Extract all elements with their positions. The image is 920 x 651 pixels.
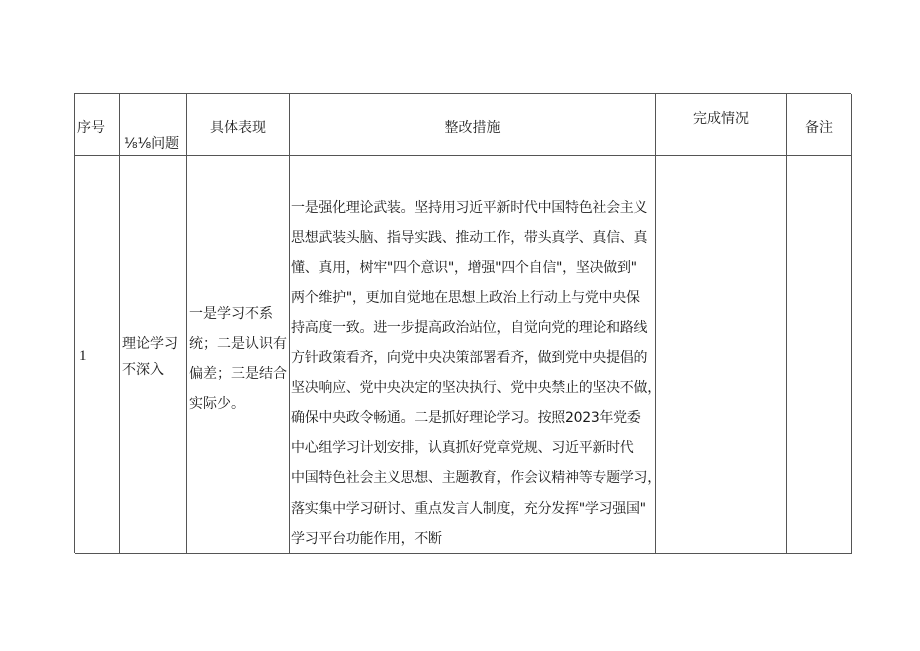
problem-line: 理论学习 bbox=[122, 336, 178, 352]
row-index-value: 1 bbox=[79, 348, 87, 364]
manifestation-line: 实际少。 bbox=[189, 396, 245, 412]
header-cell-status bbox=[656, 94, 787, 156]
measures-line: 懂、真用，树牢"四个意识"，增强"四个自信"，坚决做到" bbox=[291, 260, 637, 276]
row-cell-manifestation bbox=[187, 156, 290, 554]
header-cell-manifestation bbox=[187, 94, 290, 156]
measures-line: 落实集中学习研讨、重点发言人制度，充分发挥"学习强国" bbox=[291, 501, 646, 517]
measures-line: 确保中央政令畅通。二是抓好理论学习。按照2023年党委 bbox=[291, 410, 641, 426]
row-cell-index bbox=[75, 156, 120, 554]
measures-line: 持高度一致。进一步提高政治站位，自觉向党的理论和路线 bbox=[291, 320, 648, 336]
header-cell-problem bbox=[120, 94, 187, 156]
measures-line: 坚决响应、党中央决定的坚决执行、党中央禁止的坚决不做， bbox=[291, 380, 661, 396]
header-problem-label: ⅛⅛问题 bbox=[124, 136, 180, 152]
row-cell-remarks bbox=[787, 156, 852, 554]
problem-line: 不深入 bbox=[122, 362, 164, 378]
measures-line: 中心组学习计划安排，认真抓好党章党规、习近平新时代 bbox=[291, 440, 634, 456]
header-remarks-label: 备注 bbox=[805, 120, 833, 136]
header-measures-label: 整改措施 bbox=[444, 120, 501, 136]
header-status-label: 完成情况 bbox=[693, 111, 749, 127]
measures-line: 中国特色社会主义思想、主题教育，作会议精神等专题学习， bbox=[291, 470, 661, 486]
manifestation-line: 统；二是认识有 bbox=[189, 336, 287, 352]
measures-line: 一是强化理论武装。坚持用习近平新时代中国特色社会主义 bbox=[291, 200, 648, 216]
measures-line: 两个维护"，更加自觉地在思想上政治上行动上与党中央保 bbox=[291, 290, 640, 306]
row-cell-status bbox=[656, 156, 787, 554]
row-cell-measures bbox=[290, 156, 661, 554]
header-cell-measures bbox=[290, 94, 656, 156]
manifestation-line: 偏差；三是结合 bbox=[189, 366, 287, 382]
header-cell-index bbox=[75, 94, 120, 156]
measures-line: 思想武装头脑、指导实践、推动工作，带头真学、真信、真 bbox=[291, 230, 648, 246]
header-index-label: 序号 bbox=[77, 120, 105, 136]
manifestation-line: 一是学习不系 bbox=[189, 306, 273, 322]
header-manifestation-label: 具体表现 bbox=[210, 120, 266, 136]
rectification-table bbox=[74, 93, 851, 553]
measures-line: 学习平台功能作用，不断 bbox=[291, 531, 442, 547]
measures-line: 方针政策看齐，向党中央决策部署看齐，做到党中央提倡的 bbox=[291, 350, 648, 366]
header-cell-remarks bbox=[787, 94, 852, 156]
row-cell-problem bbox=[120, 156, 187, 554]
